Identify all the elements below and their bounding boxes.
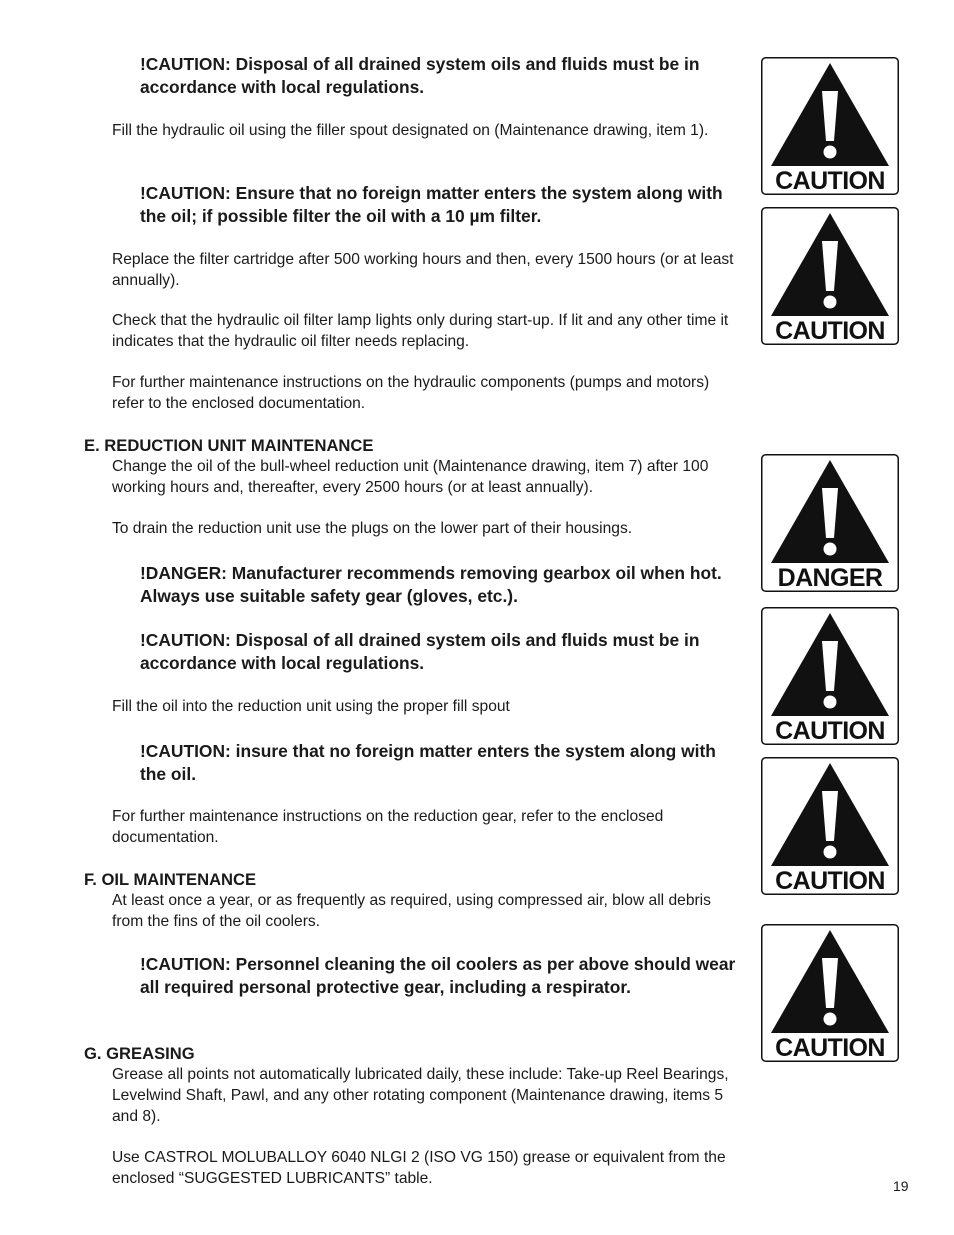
sign-label: CAUTION (775, 317, 885, 345)
paragraph-hydraulic-docs: For further maintenance instructions on the hydraulic components (pumps and motors) refer to the enclosed documentation. (112, 374, 710, 412)
heading-text: F. OIL MAINTENANCE (84, 870, 257, 889)
sign-label: CAUTION (775, 1034, 885, 1062)
danger-notice-gearbox-oil: !DANGER: Manufacturer recommends removing gearbox oil when hot. Always use suitable safety gear (gloves, etc.). (140, 563, 722, 606)
page-number: 19 (893, 1178, 909, 1194)
caution-triangle-icon (761, 207, 899, 345)
caution-sign-icon (761, 207, 899, 345)
danger-sign-icon (761, 454, 899, 592)
caution-sign-icon (761, 57, 899, 195)
caution-notice-foreign-matter: !CAUTION: insure that no foreign matter enters the system along with the oil. (140, 741, 716, 784)
section-heading-greasing (84, 1043, 195, 1064)
sign-label: CAUTION (775, 167, 885, 195)
caution-triangle-icon (761, 607, 899, 745)
sign-label: CAUTION (775, 717, 885, 745)
caution-sign-icon (761, 757, 899, 895)
danger-triangle-icon (761, 454, 899, 592)
paragraph-grease-type: Use CASTROL MOLUBALLOY 6040 NLGI 2 (ISO VG 150) grease or equivalent from the enclosed “SUGGESTED LUBRICANTS” table. (112, 1149, 726, 1187)
sign-label: DANGER (777, 564, 883, 592)
caution-notice-disposal-reduction: !CAUTION: Disposal of all drained system oils and fluids must be in accordance with local regulations. (140, 630, 700, 673)
paragraph-change-reduction-oil: Change the oil of the bull-wheel reduction unit (Maintenance drawing, item 7) after 100 working hours and, thereafter, every 2500 hours (or at least annually). (112, 458, 709, 496)
caution-sign-icon (761, 924, 899, 1062)
paragraph-grease-points: Grease all points not automatically lubricated daily, these include: Take-up Reel Bearings, Levelwind Shaft, Pawl, and any other rotating component (Maintenance drawing, items 5 and 8). (112, 1066, 729, 1125)
heading-text: E. REDUCTION UNIT MAINTENANCE (84, 436, 374, 455)
paragraph-filter-lamp: Check that the hydraulic oil filter lamp lights only during start-up. If lit and any other time it indicates that the hydraulic oil filter needs replacing. (112, 312, 729, 350)
paragraph-drain-reduction-unit: To drain the reduction unit use the plugs on the lower part of their housings. (112, 520, 633, 537)
paragraph-fill-reduction-oil: Fill the oil into the reduction unit using the proper fill spout (112, 698, 510, 715)
caution-triangle-icon (761, 924, 899, 1062)
paragraph-fill-hydraulic-oil: Fill the hydraulic oil using the filler spout designated on (Maintenance drawing, item 1). (112, 122, 709, 139)
caution-sign-icon (761, 607, 899, 745)
caution-notice-respirator: !CAUTION: Personnel cleaning the oil coolers as per above should wear all required personal protective gear, including a respirator. (140, 954, 736, 997)
paragraph-replace-filter: Replace the filter cartridge after 500 working hours and then, every 1500 hours (or at least annually). (112, 251, 734, 289)
heading-text: G. GREASING (84, 1044, 195, 1063)
caution-notice-disposal-hydraulic: !CAUTION: Disposal of all drained system oils and fluids must be in accordance with local regulations. (140, 54, 700, 97)
sign-label: CAUTION (775, 867, 885, 895)
caution-notice-foreign-matter-filter: !CAUTION: Ensure that no foreign matter enters the system along with the oil; if possible filter the oil with a 10 µm filter. (140, 183, 723, 226)
section-heading-oil-maintenance (84, 869, 256, 890)
paragraph-blow-debris: At least once a year, or as frequently as required, using compressed air, blow all debris from the fins of the oil coolers. (112, 892, 711, 930)
caution-triangle-icon (761, 57, 899, 195)
paragraph-reduction-docs: For further maintenance instructions on the reduction gear, refer to the enclosed documentation. (112, 808, 664, 846)
section-heading-reduction-unit (84, 435, 373, 456)
caution-triangle-icon (761, 757, 899, 895)
